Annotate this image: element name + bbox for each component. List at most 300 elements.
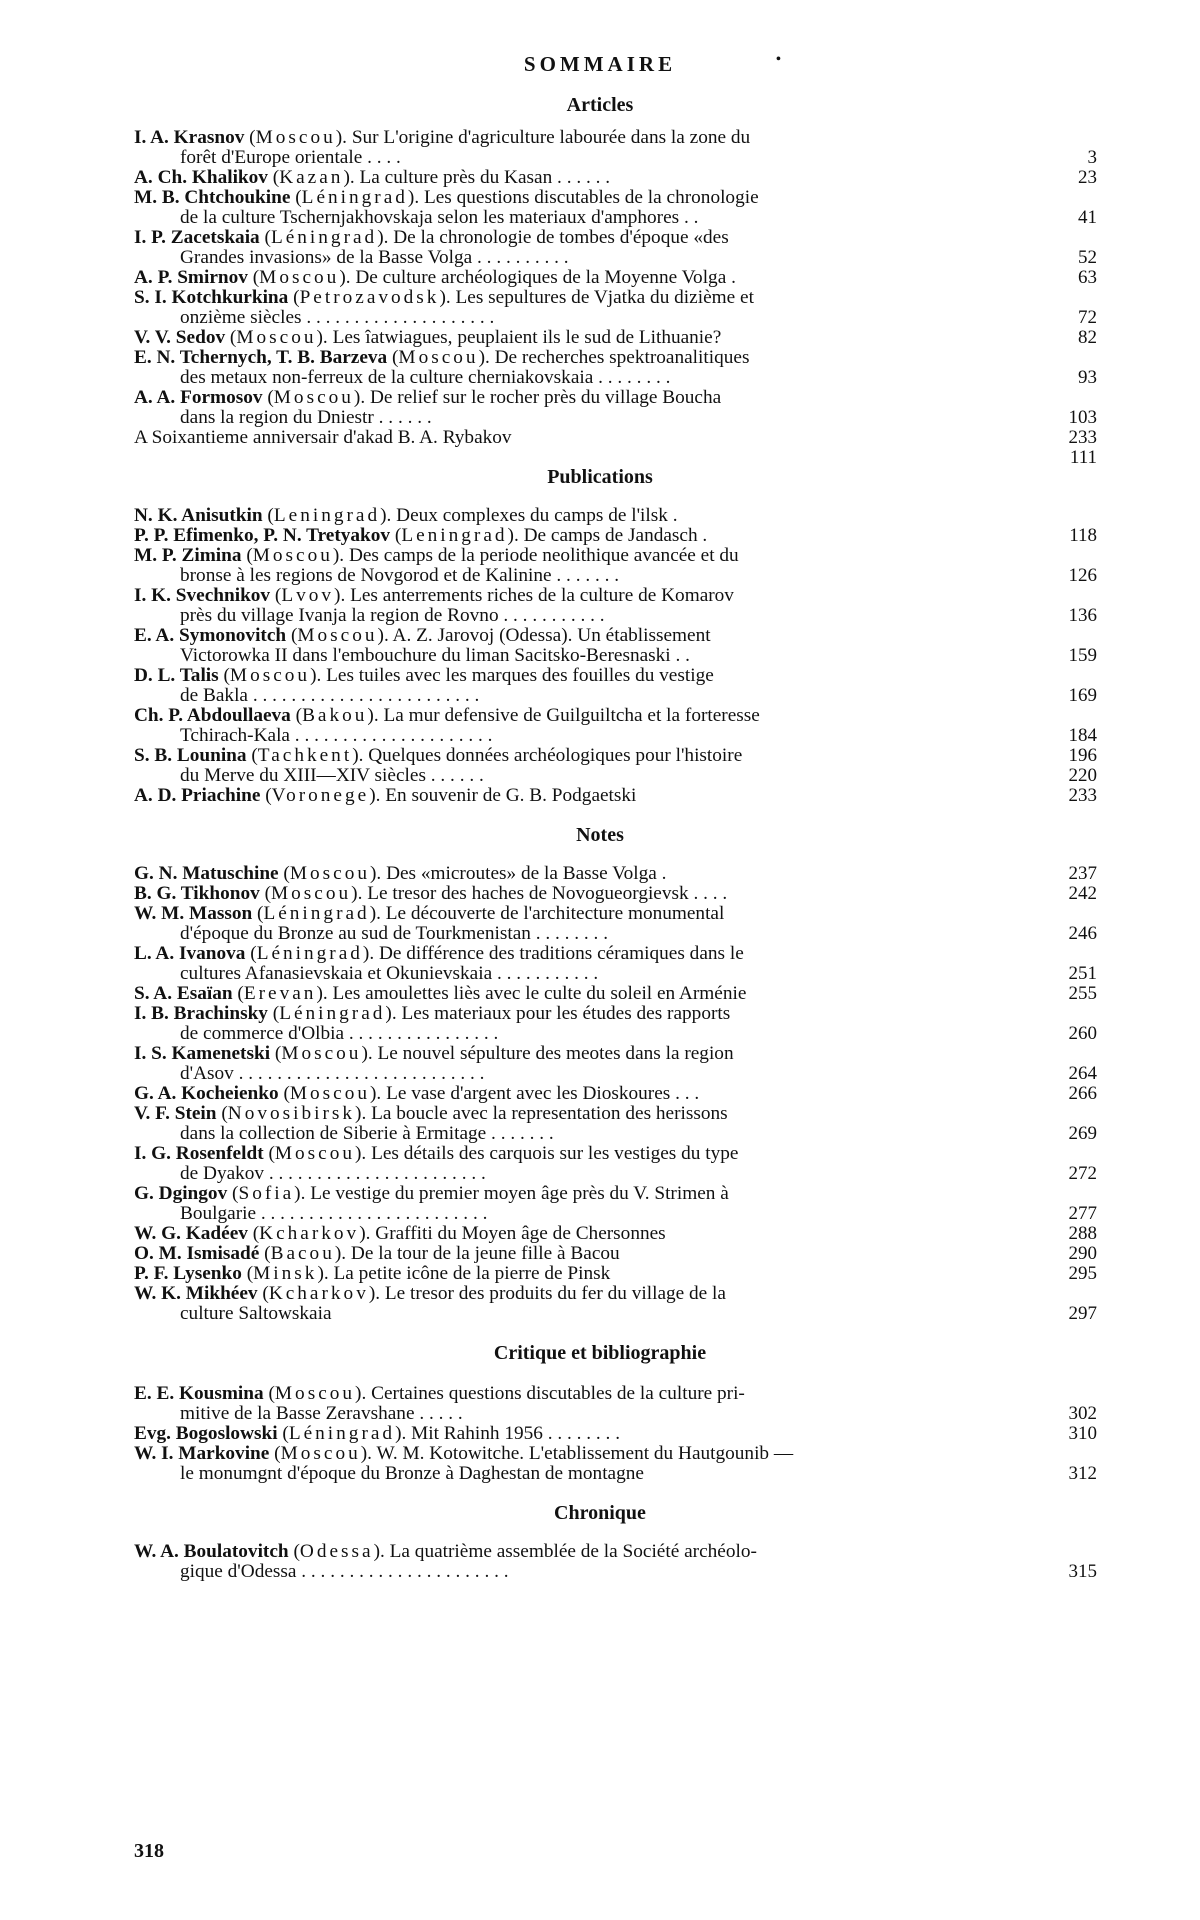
entry-line: I. B. Brachinsky (Léningrad). Les materiaux pour les études des rapports [134,1004,731,1024]
entry-author: E. E. Kousmina [134,1384,264,1404]
entry-author: A. P. Smirnov [134,268,248,288]
entry-author: W. M. Masson [134,904,253,924]
entry-line: M. B. Chtchoukine (Léningrad). Les questions discutables de la chronologie [134,188,759,208]
toc-entry [134,506,984,526]
entry-title: Tchirach-Kala . . . . . . . . . . . . . . . . . . . . . [180,726,493,746]
entry-page [1037,1224,1097,1244]
toc-entry [134,745,1097,786]
entry-line [134,1204,984,1224]
entry-page-number: 269 [1068,1123,1097,1144]
entry-line: E. A. Symonovitch (Moscou). A. Z. Jarovoj (Odessa). Un établissement [134,626,711,646]
entry-title: près du village Ivanja la region de Rovno . . . . . . . . . . . [180,606,605,626]
toc-entry [134,626,1097,666]
entry-title: Les questions discutables de la chronologie [423,188,759,208]
toc-entry [134,427,1097,468]
entry-title: le monumgnt d'époque du Bronze à Daghestan de montagne [180,1464,644,1484]
entry-city: Moscou [297,626,378,646]
entry-title: La mur defensive de Guilguiltcha et la forteresse [383,706,760,726]
entry-page-number: 118 [1069,525,1097,546]
entry-title: De culture archéologiques de la Moyenne Volga . [355,268,736,288]
entry-title: Le vase d'argent avec les Dioskoures . . . [386,1084,700,1104]
table-of-contents [0,90,1200,1582]
entry-city: Moscou [259,268,340,288]
toc-entry [134,546,1097,586]
entry-title: de Dyakov . . . . . . . . . . . . . . . . . . . . . . . [180,1164,486,1184]
toc-entry [134,944,1097,984]
toc-entry [134,1542,1097,1582]
entry-title: De camps de Jandasch . [523,526,708,546]
entry-page-number: 3 [1087,147,1097,168]
entry-city: Léningrad [301,188,408,208]
section-heading: Publications [547,466,653,488]
page-title: SOMMAIRE [523,52,677,76]
entry-line: A. P. Smirnov (Moscou). De culture archéologiques de la Moyenne Volga . [134,268,736,288]
entry-page [1037,1304,1097,1324]
entry-page [1037,526,1097,546]
section-heading: Chronique [554,1502,646,1524]
entry-page [1037,148,1097,168]
entry-title: W. M. Kotowitche. L'etablissement du Hautgounib — [376,1444,794,1464]
entry-page-number: 136 [1068,605,1097,626]
entry-page [1037,606,1097,626]
entry-title: cultures Afanasievskaia et Okunievskaia . . . . . . . . . . . [180,964,599,984]
entry-author: P. F. Lysenko [134,1264,242,1284]
entry-title: Le vestige du premier moyen âge près du V. Strimen à [310,1184,729,1204]
entry-page [1037,1064,1097,1084]
entry-author: G. N. Matuschine [134,864,279,884]
entry-title: Les îatwiagues, peuplaient ils le sud de Lithuanie? [332,328,722,348]
entry-page [1037,646,1097,666]
entry-author: I. P. Zacetskaia [134,228,260,248]
toc-entry [134,904,1097,944]
entry-city: Moscou [289,864,370,884]
entry-page [1037,924,1097,944]
entry-title: Sur L'origine d'agriculture labourée dans la zone du [351,128,751,148]
entry-page-number: 310 [1068,1423,1097,1444]
entry-author: N. K. Anisutkin [134,506,263,526]
entry-line: W. K. Mikhéev (Kcharkov). Le tresor des produits du fer du village de la [134,1284,726,1304]
entry-line: W. A. Boulatovitch (Odessa). La quatrième assemblée de la Société archéolo- [134,1542,757,1562]
page-number: 318 [134,1840,164,1862]
entry-title: Quelques données archéologiques pour l'histoire [368,746,743,766]
entry-title: des metaux non-ferreux de la culture cherniakovskaia . . . . . . . . [180,368,671,388]
entry-page-number: 63 [1078,267,1097,288]
entry-line [134,148,984,168]
entry-city: Novosibirsk [227,1104,356,1124]
entry-title: Graffiti du Moyen âge de Chersonnes [375,1224,666,1244]
entry-city: Moscou [271,884,352,904]
entry-author: Ch. P. Abdoullaeva [134,706,291,726]
toc-entry [134,1384,1097,1424]
entry-author: L. A. Ivanova [134,944,246,964]
toc-entry [134,327,1097,348]
entry-author: W. I. Markovine [134,1444,270,1464]
entry-title: En souvenir de G. B. Podgaetski [385,786,637,806]
entry-title: La boucle avec la representation des herissons [371,1104,728,1124]
entry-page [1037,208,1097,228]
toc-entry [134,188,1097,228]
entry-title: Des camps de la periode neolithique avancée et du [348,546,739,566]
toc-entry [134,983,1097,1004]
entry-line: G. A. Kocheienko (Moscou). Le vase d'argent avec les Dioskoures . . . [134,1084,700,1104]
entry-author: I. K. Svechnikov [134,586,271,606]
entry-page-number: 41 [1078,207,1097,228]
toc-entry [134,167,1097,188]
entry-title: Les materiaux pour les études des rapports [401,1004,731,1024]
toc-entry [134,666,1097,706]
toc-entry [134,1083,1097,1104]
entry-line [134,208,984,228]
entry-city: Moscou [229,666,311,686]
entry-city: Léningrad [270,228,378,248]
entry-page-number: 242 [1068,883,1097,904]
entry-title: A. Z. Jarovoj (Odessa). Un établissement [392,626,711,646]
entry-line [134,408,984,428]
entry-line [134,248,984,268]
entry-page-number: 302 [1068,1403,1097,1424]
entry-city: Voronege [271,786,370,806]
entry-page [1037,308,1097,328]
entry-page [1037,1084,1097,1104]
entry-city: Moscou [273,388,354,408]
entry-page-number: 237 [1068,863,1097,884]
entry-city: Lvov [281,586,335,606]
entry-city: Moscou [255,128,336,148]
entry-city: Moscou [398,348,479,368]
entry-page-number: 251 [1068,963,1097,984]
entry-line: W. M. Masson (Léningrad). Le découverte de l'architecture monumental [134,904,725,924]
entry-line: W. I. Markovine (Moscou). W. M. Kotowitche. L'etablissement du Hautgounib — [134,1444,794,1464]
entry-author: V. V. Sedov [134,328,226,348]
entry-line [134,964,984,984]
entry-page [1037,428,1097,468]
entry-page-number: 255 [1068,983,1097,1004]
entry-title: de la culture Tschernjakhovskaja selon les materiaux d'amphores . . [180,208,699,228]
entry-page [1037,1404,1097,1424]
entry-author: I. S. Kamenetski [134,1044,271,1064]
entry-page-number: 111 [1069,447,1097,468]
entry-title: Grandes invasions» de la Basse Volga . . . . . . . . . . [180,248,569,268]
entry-page-number: 184 [1068,725,1097,746]
entry-line: P. F. Lysenko (Minsk). La petite icône de la pierre de Pinsk [134,1264,611,1284]
entry-line: E. N. Tchernych, T. B. Barzeva (Moscou). De recherches spektroanalitiques [134,348,750,368]
entry-title: Boulgarie . . . . . . . . . . . . . . . . . . . . . . . . [180,1204,488,1224]
entry-page [1037,1244,1097,1264]
entry-author: E. A. Symonovitch [134,626,287,646]
entry-city: Bakou [302,706,368,726]
entry-page-number: 126 [1068,565,1097,586]
entry-author: P. P. Efimenko, P. N. Tretyakov [134,526,391,546]
entry-page [1037,746,1097,786]
entry-city: Kcharkov [268,1284,369,1304]
entry-line [134,726,984,746]
toc-entry [134,525,1097,546]
toc-entry [134,1044,1097,1084]
entry-title: dans la collection de Siberie à Ermitage . . . . . . . [180,1124,554,1144]
entry-title: Les sepultures de Vjatka du dizième et [455,288,754,308]
entry-line: I. S. Kamenetski (Moscou). Le nouvel sépulture des meotes dans la region [134,1044,734,1064]
entry-city: Léningrad [279,1004,386,1024]
section-heading: Critique et bibliographie [493,1342,707,1364]
entry-city: Leningrad [401,526,508,546]
entry-page-number: 312 [1068,1463,1097,1484]
entry-city: Kcharkov [259,1224,360,1244]
entry-city: Léningrad [288,1424,396,1444]
entry-page [1037,726,1097,746]
entry-page [1037,328,1097,348]
entry-line [134,566,984,586]
entry-city: Léningrad [256,944,363,964]
entry-title: La culture près du Kasan . . . . . . [359,168,611,188]
entry-line: A. D. Priachine (Voronege). En souvenir de G. B. Podgaetski [134,786,637,806]
entry-author: V. F. Stein [134,1104,217,1124]
entry-author: Evg. Bogoslowski [134,1424,278,1444]
section-heading: Notes [576,824,624,846]
entry-title: Des «microutes» de la Basse Volga . [386,864,667,884]
entry-page-number: 272 [1068,1163,1097,1184]
entry-author: G. Dgingov [134,1184,228,1204]
entry-line [134,428,984,448]
entry-title: De la tour de la jeune fille à Bacou [350,1244,620,1264]
entry-title: Les anterrements riches de la culture de Komarov [350,586,734,606]
entry-author: S. A. Esaïan [134,984,233,1004]
entry-title: Deux complexes du camps de l'ilsk . [396,506,678,526]
entry-page-number: 297 [1068,1303,1097,1324]
entry-line: G. Dgingov (Sofia). Le vestige du premier moyen âge près du V. Strimen à [134,1184,729,1204]
entry-line: E. E. Kousmina (Moscou). Certaines questions discutables de la culture pri- [134,1384,745,1404]
entry-line: P. P. Efimenko, P. N. Tretyakov (Leningrad). De camps de Jandasch . [134,526,708,546]
entry-page-number: 220 [1068,765,1097,786]
entry-page [1037,864,1097,884]
entry-page-number: 290 [1068,1243,1097,1264]
entry-line: I. K. Svechnikov (Lvov). Les anterrements riches de la culture de Komarov [134,586,734,606]
entry-page-number: 264 [1068,1063,1097,1084]
entry-page-number: 246 [1068,923,1097,944]
entry-page [1037,1204,1097,1224]
entry-title: Certaines questions discutables de la culture pri- [371,1384,745,1404]
entry-page-number: 260 [1068,1023,1097,1044]
entry-line [134,1404,984,1424]
entry-title: Le tresor des produits du fer du village de la [384,1284,726,1304]
entry-title: De différence des traditions céramiques dans le [378,944,744,964]
entry-city: Moscou [252,546,333,566]
toc-entry [134,1144,1097,1184]
entry-page [1037,884,1097,904]
toc-entry [134,883,1097,904]
entry-city: Moscou [280,1444,361,1464]
toc-entry [134,128,1097,168]
entry-author: I. A. Krasnov [134,128,245,148]
entry-author: I. G. Rosenfeldt [134,1144,264,1164]
entry-title: Les détails des carquois sur les vestiges du type [371,1144,739,1164]
entry-line [134,686,984,706]
entry-page-number: 93 [1078,367,1097,388]
entry-page-number: 196 [1068,745,1097,766]
entry-line [134,766,984,786]
entry-page-number: 52 [1078,247,1097,268]
entry-line [134,606,984,626]
entry-line [134,1464,984,1484]
entry-title: Les tuiles avec les marques des fouilles du vestige [326,666,714,686]
entry-line: D. L. Talis (Moscou). Les tuiles avec les marques des fouilles du vestige [134,666,714,686]
entry-line: I. A. Krasnov (Moscou). Sur L'origine d'agriculture labourée dans la zone du [134,128,751,148]
entry-city: Léningrad [263,904,370,924]
entry-author: W. G. Kadéev [134,1224,248,1244]
entry-page [1037,686,1097,706]
entry-author: S. I. Kotchkurkina [134,288,289,308]
entry-author: O. M. Ismisadé [134,1244,260,1264]
entry-author: S. B. Lounina [134,746,247,766]
entry-page-number: 23 [1078,167,1097,188]
entry-line: N. K. Anisutkin (Leningrad). Deux complexes du camps de l'ilsk . [134,506,678,526]
entry-line: M. P. Zimina (Moscou). Des camps de la periode neolithique avancée et du [134,546,739,566]
entry-author: W. A. Boulatovitch [134,1542,289,1562]
entry-author: B. G. Tikhonov [134,884,260,904]
entry-line: O. M. Ismisadé (Bacou). De la tour de la jeune fille à Bacou [134,1244,620,1264]
entry-title: d'époque du Bronze au sud de Tourkmenistan . . . . . . . . [180,924,609,944]
entry-line: B. G. Tikhonov (Moscou). Le tresor des haches de Novogueorgievsk . . . . [134,884,728,904]
entry-title: La petite icône de la pierre de Pinsk [333,1264,611,1284]
entry-page [1037,248,1097,268]
entry-city: Bacou [270,1244,335,1264]
entry-page [1037,1164,1097,1184]
entry-author: G. A. Kocheienko [134,1084,279,1104]
entry-city: Moscou [289,1084,371,1104]
entry-author: A. Ch. Khalikov [134,168,268,188]
entry-page [1037,1264,1097,1284]
toc-entry [134,1263,1097,1284]
entry-title: De recherches spektroanalitiques [494,348,750,368]
entry-city: Moscou [236,328,317,348]
toc-entry [134,228,1097,268]
entry-title: forêt d'Europe orientale . . . . [180,148,401,168]
entry-city: Tachkent [257,746,353,766]
entry-line [134,1024,984,1044]
entry-line [134,646,984,666]
entry-title: Mit Rahinh 1956 . . . . . . . . [411,1424,621,1444]
entry-line [134,1304,984,1324]
entry-page-number: 233 [1068,785,1097,806]
entry-city: Odessa [299,1542,374,1562]
entry-title: Le tresor des haches de Novogueorgievsk . . . . [367,884,728,904]
toc-entry [134,863,1097,884]
entry-page-number: 103 [1068,407,1097,428]
entry-page-number: 277 [1068,1203,1097,1224]
entry-title: De relief sur le rocher près du village Boucha [369,388,722,408]
entry-line [134,368,984,388]
entry-city: Moscou [274,1384,356,1404]
entry-line: V. F. Stein (Novosibirsk). La boucle avec la representation des herissons [134,1104,728,1124]
toc-entry [134,288,1097,328]
entry-page [1037,1024,1097,1044]
entry-line [134,308,984,328]
entry-title: La quatrième assemblée de la Société archéolo- [389,1542,757,1562]
entry-page [1037,984,1097,1004]
entry-page [1037,964,1097,984]
entry-line: W. G. Kadéev (Kcharkov). Graffiti du Moyen âge de Chersonnes [134,1224,666,1244]
entry-line: A. A. Formosov (Moscou). De relief sur le rocher près du village Boucha [134,388,722,408]
entry-line: Evg. Bogoslowski (Léningrad). Mit Rahinh 1956 . . . . . . . . [134,1424,621,1444]
toc-entry [134,1223,1097,1244]
entry-city: Moscou [281,1044,362,1064]
entry-page-number: 288 [1068,1223,1097,1244]
entry-title: gique d'Odessa . . . . . . . . . . . . . . . . . . . . . . [180,1562,509,1582]
toc-entry [134,586,1097,626]
entry-page [1037,1562,1097,1582]
entry-page [1037,1464,1097,1484]
entry-author: D. L. Talis [134,666,219,686]
entry-title: A Soixantieme anniversair d'akad B. A. Rybakov [134,428,512,448]
entry-author: I. B. Brachinsky [134,1004,268,1024]
entry-title: bronse à les regions de Novgorod et de Kalinine . . . . . . . [180,566,620,586]
entry-line: S. I. Kotchkurkina (Petrozavodsk). Les sepultures de Vjatka du dizième et [134,288,754,308]
entry-line: Ch. P. Abdoullaeva (Bakou). La mur defensive de Guilguiltcha et la forteresse [134,706,760,726]
entry-line: I. G. Rosenfeldt (Moscou). Les détails des carquois sur les vestiges du type [134,1144,739,1164]
entry-title: de commerce d'Olbia . . . . . . . . . . . . . . . . [180,1024,499,1044]
entry-page [1037,1124,1097,1144]
title-mark: • [776,52,781,67]
entry-author: W. K. Mikhéev [134,1284,258,1304]
toc-entry [134,348,1097,388]
entry-page-number: 266 [1068,1083,1097,1104]
entry-line: V. V. Sedov (Moscou). Les îatwiagues, peuplaient ils le sud de Lithuanie? [134,328,722,348]
entry-page-number: 72 [1078,307,1097,328]
entry-page [1037,408,1097,428]
entry-page-number: 315 [1068,1561,1097,1582]
entry-line [134,1164,984,1184]
entry-city: Sofia [238,1184,295,1204]
entry-page-number: 82 [1078,327,1097,348]
entry-author: A. D. Priachine [134,786,261,806]
entry-city: Leningrad [273,506,381,526]
entry-page [1037,168,1097,188]
entry-city: Kazan [279,168,344,188]
entry-city: Moscou [274,1144,356,1164]
entry-page-number: 159 [1068,645,1097,666]
entry-title: du Merve du XIII—XIV siècles . . . . . . [180,766,484,786]
entry-title: Victorowka II dans l'embouchure du liman Sacitsko-Beresnaski . . [180,646,690,666]
entry-line: A. Ch. Khalikov (Kazan). La culture près du Kasan . . . . . . [134,168,611,188]
entry-page-number: 169 [1068,685,1097,706]
toc-entry [134,706,1097,746]
toc-entry [134,1104,1097,1144]
entry-city: Minsk [253,1264,318,1284]
entry-title: Les amoulettes liès avec le culte du soleil en Arménie [332,984,747,1004]
entry-line [134,1124,984,1144]
entry-line [134,1064,984,1084]
toc-entry [134,388,1097,428]
entry-line: S. A. Esaïan (Erevan). Les amoulettes liès avec le culte du soleil en Arménie [134,984,747,1004]
toc-entry [134,1284,1097,1324]
toc-entry [134,785,1097,806]
entry-title: De la chronologie de tombes d'époque «des [393,228,729,248]
toc-entry [134,1444,1097,1484]
toc-entry [134,1243,1097,1264]
toc-entry [134,1184,1097,1224]
entry-line [134,1562,984,1582]
entry-title: Le nouvel sépulture des meotes dans la region [377,1044,734,1064]
entry-city: Petrozavodsk [299,288,440,308]
entry-author: E. N. Tchernych, T. B. Barzeva [134,348,388,368]
entry-author: M. P. Zimina [134,546,242,566]
section-heading: Articles [566,94,634,116]
entry-line: G. N. Matuschine (Moscou). Des «microutes» de la Basse Volga . [134,864,667,884]
entry-page-number: 233 [1068,427,1097,448]
entry-title: mitive de la Basse Zeravshane . . . . . [180,1404,463,1424]
entry-title: Le découverte de l'architecture monumental [385,904,725,924]
entry-page-number: 295 [1068,1263,1097,1284]
entry-page [1037,566,1097,586]
